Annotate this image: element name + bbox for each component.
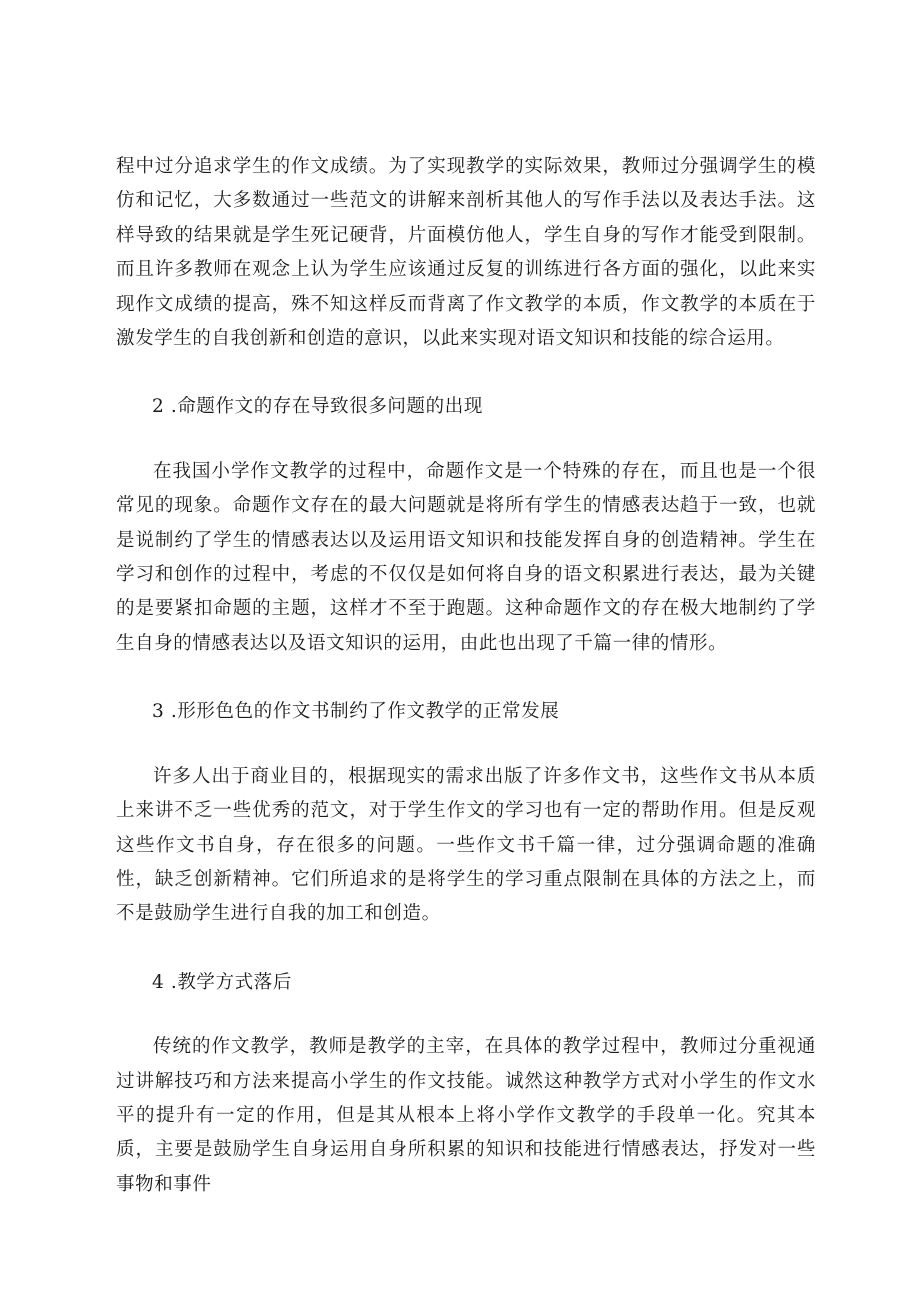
- paragraph-4: 传统的作文教学，教师是教学的主宰，在具体的教学过程中，教师过分重视通过讲解技巧和方法来提高小学生的作文技能。诚然这种教学方式对小学生的作文水平的提升有一定的作用，但是其从根本上将小学作文教学的手段单一化。究其本质，主要是鼓励学生自身运用自身所积累的知识和技能进行情感表达，抒发对一些事物和事件: [116, 1036, 816, 1195]
- spacer: [116, 661, 816, 695]
- section-heading-4: 4 .教学方式落后: [152, 971, 292, 993]
- spacer: [116, 356, 816, 390]
- spacer: [116, 425, 816, 455]
- paragraph-2: 在我国小学作文教学的过程中，命题作文是一个特殊的存在，而且也是一个很常见的现象。命题作文存在的最大问题就是将所有学生的情感表达趋于一致，也就是说制约了学生的情感表达以及运用语文知识和技能发挥自身的创造精神。学生在学习和创作的过程中，考虑的不仅仅是如何将自身的语文积累进行表达，最为关键的是要紧扣命题的主题，这样才不至于跑题。这种命题作文的存在极大地制约了学生自身的情感表达以及语文知识的运用，由此也出现了千篇一律的情形。: [116, 460, 816, 654]
- document-body: [116, 150, 816, 1202]
- paragraph-3: 许多人出于商业目的，根据现实的需求出版了许多作文书，这些作文书从本质上来讲不乏一些优秀的范文，对于学生作文的学习也有一定的帮助作用。但是反观这些作文书自身，存在很多的问题。一些作文书千篇一律，过分强调命题的准确性，缺乏创新精神。它们所追求的是将学生的学习重点限制在具体的方法之上，而不是鼓励学生进行自我的加工和创造。: [116, 765, 816, 925]
- paragraph-1: 程中过分追求学生的作文成绩。为了实现教学的实际效果，教师过分强调学生的模仿和记忆，大多数通过一些范文的讲解来剖析其他人的写作手法以及表达手法。这样导致的结果就是学生死记硬背，片面模仿他人，学生自身的写作才能受到限制。而且许多教师在观念上认为学生应该通过反复的训练进行各方面的强化，以此来实现作文成绩的提高，殊不知这样反而背离了作文教学的本质，作文教学的本质在于激发学生的自我创新和创造的意识，以此来实现对语文知识和技能的综合运用。: [116, 156, 816, 350]
- section-heading-2: 2 .命题作文的存在导致很多问题的出现: [152, 396, 483, 418]
- spacer: [116, 932, 816, 966]
- spacer: [116, 1000, 816, 1030]
- section-heading-3: 3 .形形色色的作文书制约了作文教学的正常发展: [152, 701, 560, 723]
- spacer: [116, 730, 816, 760]
